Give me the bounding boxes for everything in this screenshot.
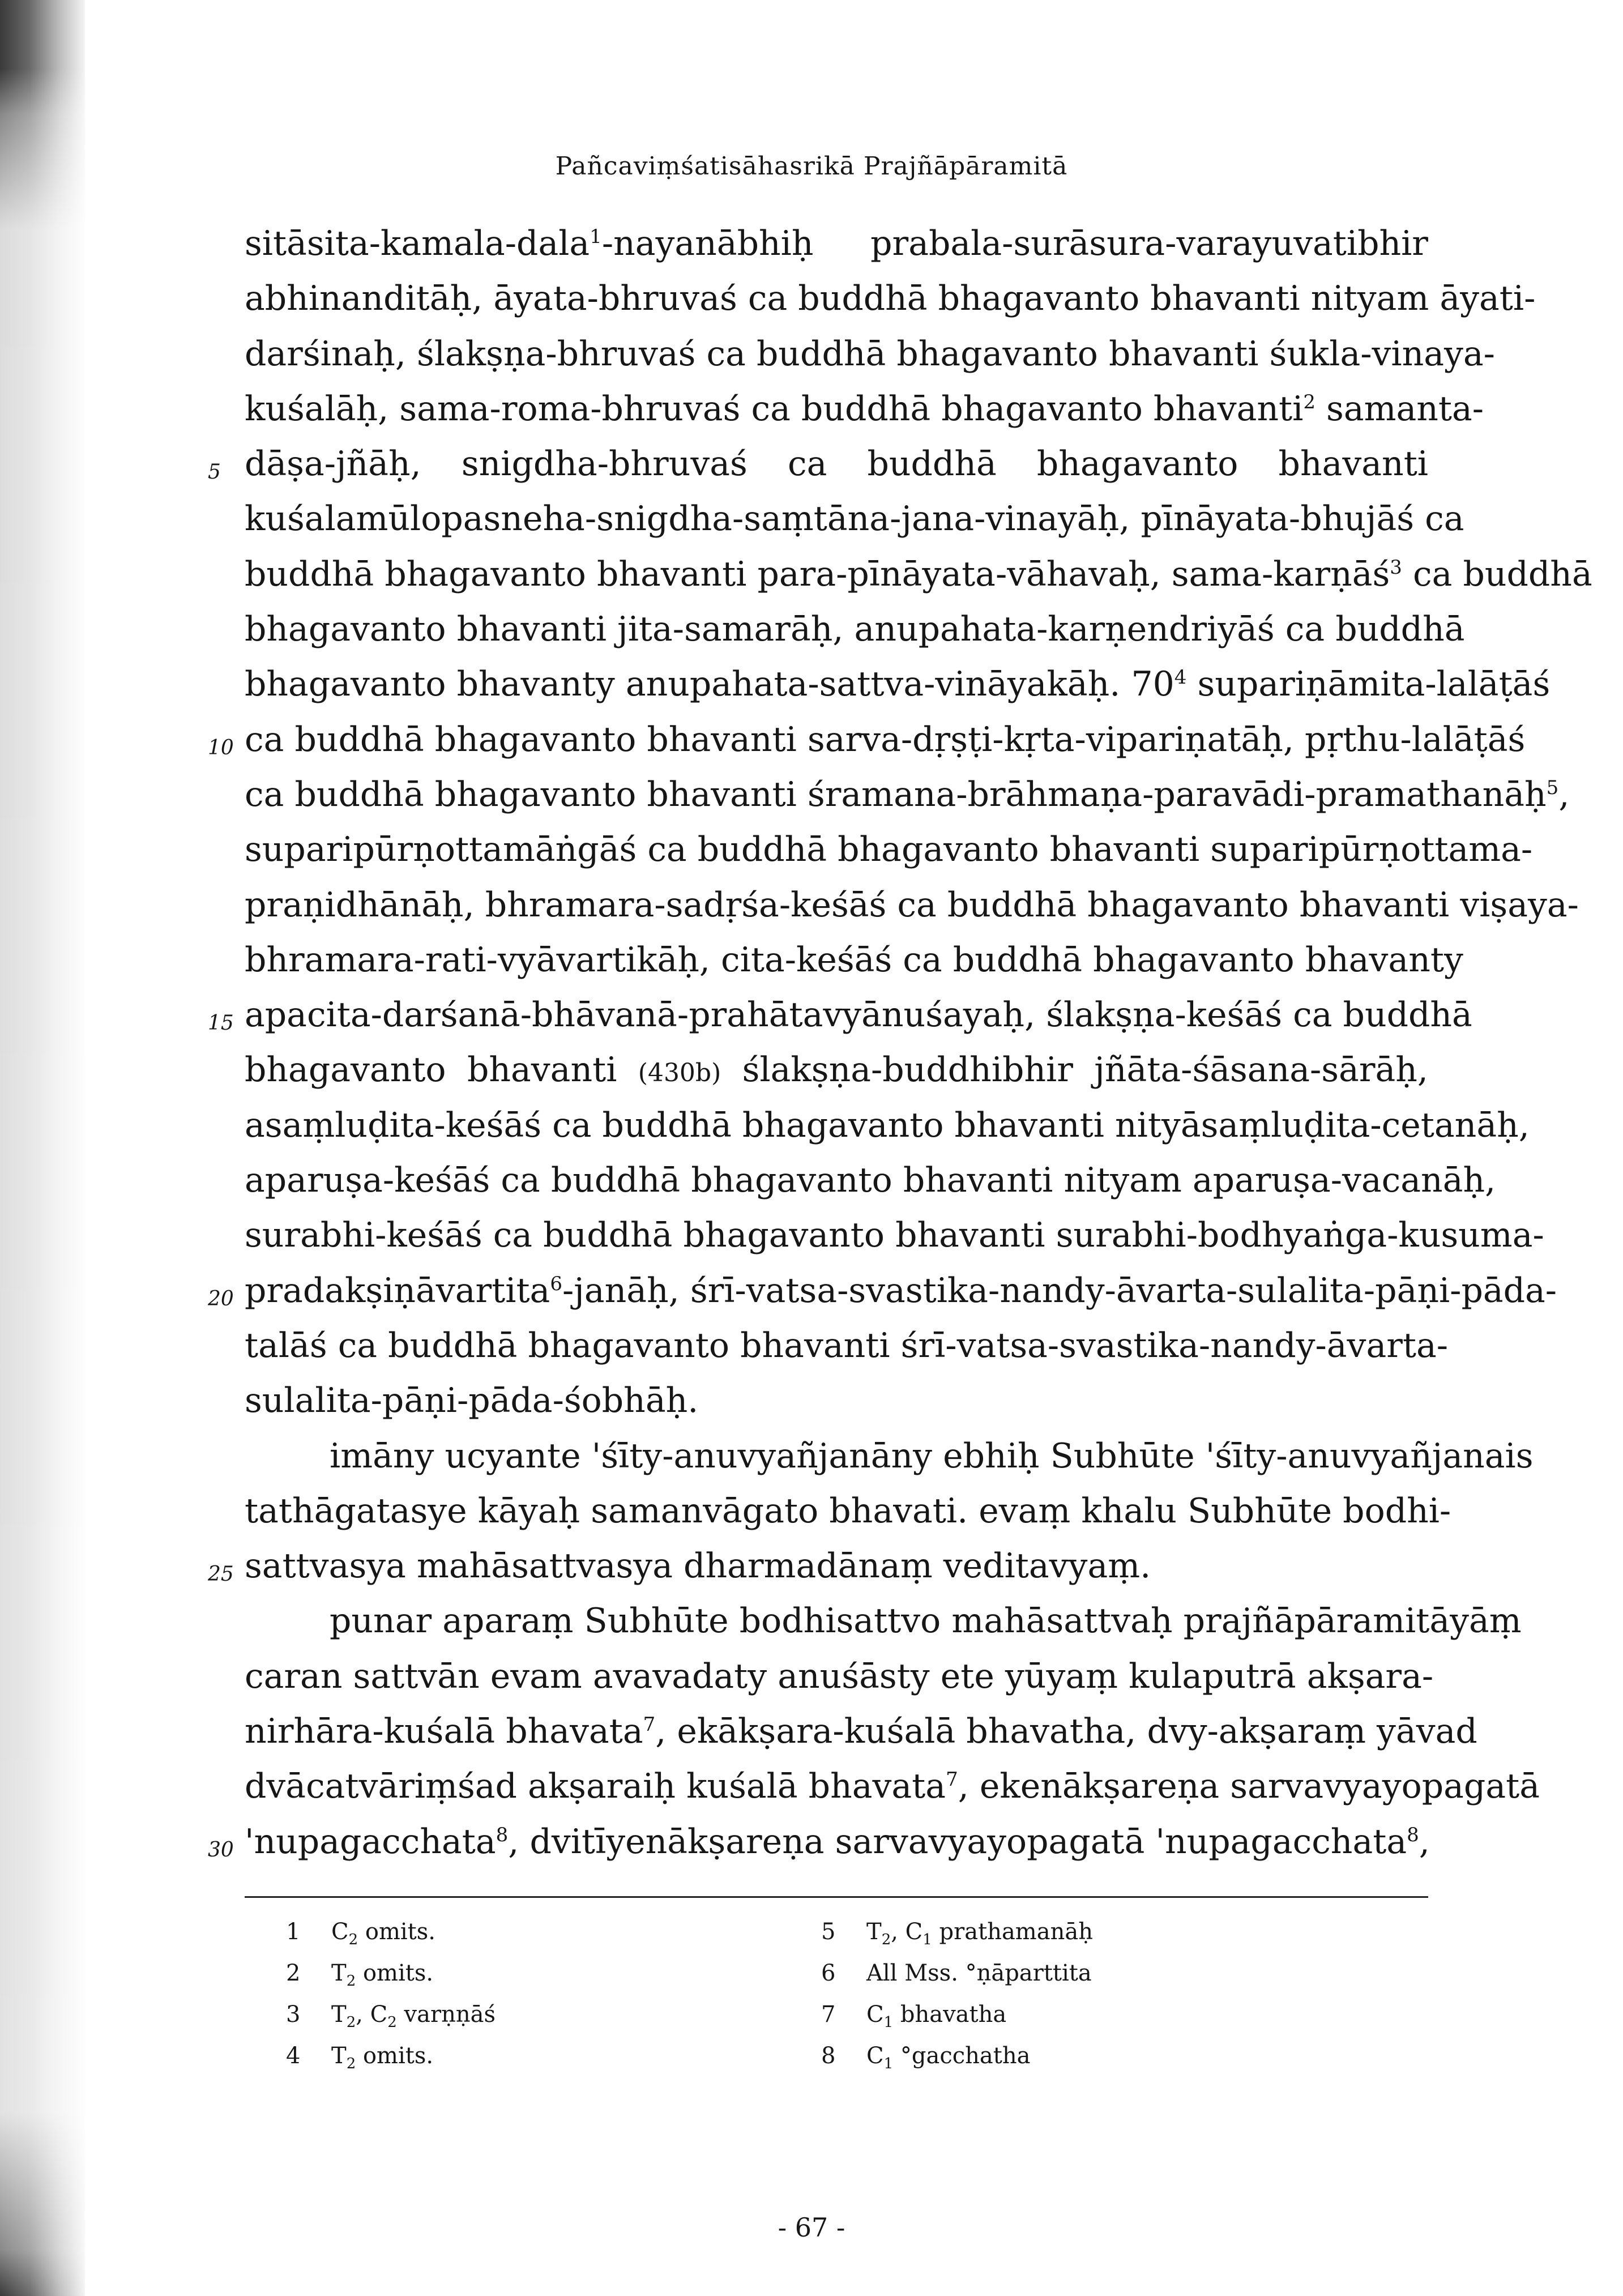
text-segment: , ekenākṣareṇa sarvavyayopagatā: [958, 1766, 1540, 1807]
footnote-marker: 8: [1407, 1823, 1419, 1846]
text-segment: ,: [1419, 1821, 1430, 1862]
text-line: [245, 1098, 1530, 1153]
text-segment: ślakṣṇa-buddhibhir jñāta-śāsana-sārāḥ,: [721, 1050, 1428, 1090]
line-number: 20: [208, 1287, 234, 1311]
text-segment: surabhi-keśāś ca buddhā bhagavanto bhavanti surabhi-bodhyaṅga-kusuma-: [245, 1215, 1544, 1256]
text-segment: supariṇāmita-lalāṭāś: [1186, 664, 1551, 705]
footnote-marker: 8: [496, 1823, 509, 1846]
text-segment: bhagavanto bhavanti: [245, 1050, 638, 1090]
footnote-subscript: 2: [387, 2014, 397, 2031]
text-line: [245, 1484, 1451, 1539]
text-segment: bhagavanto bhavanti jita-samarāḥ, anupahata-karṇendriyāś ca buddhā: [245, 609, 1465, 650]
text-segment: tathāgatasye kāyaḥ samanvāgato bhavati. evaṃ khalu Subhūte bodhi-: [245, 1491, 1451, 1531]
footnote-number: 8: [821, 2043, 836, 2069]
footnote-rule: [245, 1896, 1428, 1898]
text-line: [245, 878, 1579, 933]
footnote-text: T: [331, 2001, 347, 2028]
footnote-item: [821, 1994, 1093, 2035]
text-line: [245, 492, 1464, 547]
footnote-text: omits.: [358, 1919, 435, 1945]
text-line: [208, 437, 1428, 492]
text-segment: talāś ca buddhā bhagavanto bhavanti śrī-vatsa-svastika-nandy-āvarta-: [245, 1325, 1449, 1365]
text-segment: , dvitīyenākṣareṇa sarvavyayopagatā 'nupagacchata: [508, 1821, 1407, 1862]
footnote-number: 2: [286, 1960, 301, 1986]
text-segment: samanta-: [1315, 389, 1484, 429]
footnote-number: 7: [821, 2001, 836, 2028]
footnote-text: °gacchatha: [893, 2043, 1031, 2069]
text-line: [245, 1759, 1540, 1814]
text-segment: suparipūrṇottamāṅgāś ca buddhā bhagavanto bhavanti suparipūrṇottama-: [245, 830, 1533, 870]
text-segment: abhinanditāḥ, āyata-bhruvaś ca buddhā bhagavanto bhavanti nityam āyati-: [245, 279, 1536, 319]
text-line: [245, 271, 1536, 326]
text-segment: ca buddhā bhagavanto bhavanti śramana-brāhmaṇa-paravādi-pramathanāḥ: [245, 774, 1547, 814]
footnote-marker: 6: [550, 1272, 562, 1295]
footnotes-right: [821, 1911, 1093, 2077]
footnote-marker: 5: [1546, 776, 1559, 799]
text-segment: imāny ucyante 'śīty-anuvyañjanāny ebhiḥ Subhūte 'śīty-anuvyañjanais: [330, 1436, 1534, 1476]
footnote-marker: 7: [643, 1713, 656, 1736]
text-segment: sulalita-pāṇi-pāda-śobhāḥ.: [245, 1381, 699, 1421]
footnote-text: , C: [891, 1919, 923, 1945]
text-segment: praṇidhānāḥ, bhramara-sadṛśa-keśāś ca buddhā bhagavanto bhavanti viṣaya-: [245, 885, 1579, 925]
footnote-marker: 3: [1390, 556, 1402, 579]
text-segment: caran sattvān evam avavadaty anuśāsty ete yūyaṃ kulaputrā akṣara-: [245, 1656, 1434, 1696]
text-segment: dvācatvāriṃśad akṣaraiḥ kuśalā bhavata: [245, 1766, 946, 1807]
text-line: [245, 1208, 1544, 1263]
text-segment: kuśalāḥ, sama-roma-bhruvaś ca buddhā bhagavanto bhavanti: [245, 389, 1304, 429]
text-segment: pradakṣiṇāvartita: [245, 1270, 550, 1311]
page-number: - 67 -: [778, 2212, 845, 2243]
footnote-text: , C: [356, 2001, 388, 2028]
footnote-item: [286, 2035, 496, 2077]
text-segment: , ekākṣara-kuśalā bhavatha, dvy-akṣaraṃ yāvad: [655, 1712, 1477, 1752]
footnote-subscript: 1: [883, 2014, 894, 2031]
footnote-item: [286, 1994, 496, 2035]
footnote-number: 4: [286, 2043, 301, 2069]
text-segment: aparuṣa-keśāś ca buddhā bhagavanto bhavanti nityam aparuṣa-vacanāḥ,: [245, 1160, 1496, 1201]
text-line: [245, 767, 1570, 822]
text-segment: dāṣa-jñāḥ, snigdha-bhruvaś ca buddhā bhagavanto bhavanti: [245, 444, 1428, 484]
footnote-marker: 1: [590, 225, 602, 248]
text-line: [208, 1264, 1557, 1318]
footnote-item: [821, 1953, 1093, 1994]
footnote-subscript: 2: [346, 2014, 356, 2031]
text-line: [245, 547, 1592, 602]
footnote-subscript: 1: [883, 2055, 894, 2072]
footnote-number: 6: [821, 1960, 836, 1986]
text-segment: sattvasya mahāsattvasya dharmadānaṃ veditavyaṃ.: [245, 1546, 1151, 1586]
footnote-item: [286, 1911, 496, 1953]
text-segment: punar aparaṃ Subhūte bodhisattvo mahāsattvaḥ prajñāpāramitāyāṃ: [330, 1601, 1522, 1641]
line-number: 30: [208, 1838, 234, 1862]
text-line: [245, 1373, 1428, 1428]
footnote-text: C: [866, 2043, 884, 2069]
footnote-marker: 7: [946, 1768, 958, 1791]
text-segment: sitāsita-kamala-dala: [245, 224, 590, 263]
footnote-text: omits.: [356, 2043, 434, 2069]
line-number: 25: [208, 1563, 234, 1586]
main-text: [208, 216, 1592, 1870]
text-segment: ,: [1558, 774, 1570, 814]
footnote-text: prathamanāḥ: [932, 1919, 1093, 1945]
text-line: [245, 822, 1533, 877]
footnote-subscript: 2: [346, 1973, 356, 1990]
text-line: [245, 1153, 1496, 1208]
footnote-text: All Mss. °ṇāparttita: [866, 1960, 1092, 1986]
text-segment: buddhā bhagavanto bhavanti para-pīnāyata-vāhavaḥ, sama-karṇāś: [245, 554, 1390, 594]
text-line: [245, 1649, 1434, 1704]
footnote-subscript: 2: [348, 1931, 358, 1948]
text-segment: kuśalamūlopasneha-snigdha-saṃtāna-jana-vinayāḥ, pīnāyata-bhujāś ca: [245, 499, 1464, 539]
text-segment: ca buddhā: [1402, 554, 1592, 594]
text-line: [208, 1815, 1430, 1870]
footnote-number: 3: [286, 2001, 301, 2028]
book-spine-shadow: [0, 0, 85, 2296]
text-line: [208, 988, 1472, 1043]
running-head: Pañcaviṃśatisāhasrikā Prajñāpāramitā: [555, 152, 1068, 181]
footnote-subscript: 2: [346, 2055, 356, 2072]
footnote-item: [286, 1953, 496, 1994]
footnote-subscript: 2: [881, 1931, 891, 1948]
text-segment: 'nupagacchata: [245, 1821, 496, 1862]
line-number: 5: [208, 460, 221, 484]
text-segment: nirhāra-kuśalā bhavata: [245, 1712, 643, 1752]
footnote-marker: 2: [1303, 390, 1316, 413]
text-line: [245, 1429, 1534, 1484]
line-number: 15: [208, 1012, 234, 1035]
footnote-number: 1: [286, 1919, 301, 1945]
text-segment: -janāḥ, śrī-vatsa-svastika-nandy-āvarta-sulalita-pāṇi-pāda-: [562, 1270, 1557, 1311]
footnote-text: C: [331, 1919, 349, 1945]
footnote-text: T: [331, 2043, 347, 2069]
text-segment: ca buddhā bhagavanto bhavanti sarva-dṛṣṭi-kṛta-vipariṇatāḥ, pṛthu-lalāṭāś: [245, 719, 1526, 759]
text-line: [208, 712, 1526, 767]
line-number: 10: [208, 736, 234, 759]
footnote-text: C: [866, 2001, 884, 2028]
footnote-text: bhavatha: [893, 2001, 1007, 2028]
footnote-subscript: 1: [922, 1931, 932, 1948]
text-segment: -nayanābhiḥ prabala-surāsura-varayuvatibhir: [601, 224, 1428, 263]
text-segment: darśinaḥ, ślakṣṇa-bhruvaś ca buddhā bhagavanto bhavanti śukla-vinaya-: [245, 334, 1495, 374]
text-line: [245, 933, 1463, 988]
text-line: [245, 657, 1551, 712]
footnote-text: T: [866, 1919, 882, 1945]
text-line: [245, 382, 1484, 437]
footnote-item: [821, 1911, 1093, 1953]
text-line: [245, 1318, 1449, 1373]
text-segment: asaṃluḍita-keśāś ca buddhā bhagavanto bhavanti nityāsaṃluḍita-cetanāḥ,: [245, 1105, 1530, 1145]
text-line: [245, 602, 1465, 657]
text-line: [245, 216, 1428, 271]
footnote-text: varṇṇāś: [396, 2001, 496, 2028]
text-line: [245, 1594, 1522, 1649]
text-segment: bhagavanto bhavanty anupahata-sattva-vināyakāḥ. 70: [245, 664, 1174, 705]
text-line: [208, 1539, 1428, 1594]
text-segment: bhramara-rati-vyāvartikāḥ, cita-keśāś ca buddhā bhagavanto bhavanty: [245, 940, 1463, 980]
footnote-item: [821, 2035, 1093, 2077]
footnote-number: 5: [821, 1919, 836, 1945]
folio-reference: (430b): [638, 1059, 721, 1088]
text-segment: apacita-darśanā-bhāvanā-prahātavyānuśayaḥ, ślakṣṇa-keśāś ca buddhā: [245, 995, 1472, 1035]
footnotes-left: [286, 1911, 496, 2077]
footnote-marker: 4: [1174, 666, 1187, 689]
text-line: [245, 1704, 1477, 1759]
footnote-text: T: [331, 1960, 347, 1986]
text-line: [245, 327, 1495, 382]
footnote-text: omits.: [356, 1960, 434, 1986]
text-line: [245, 1043, 1428, 1098]
